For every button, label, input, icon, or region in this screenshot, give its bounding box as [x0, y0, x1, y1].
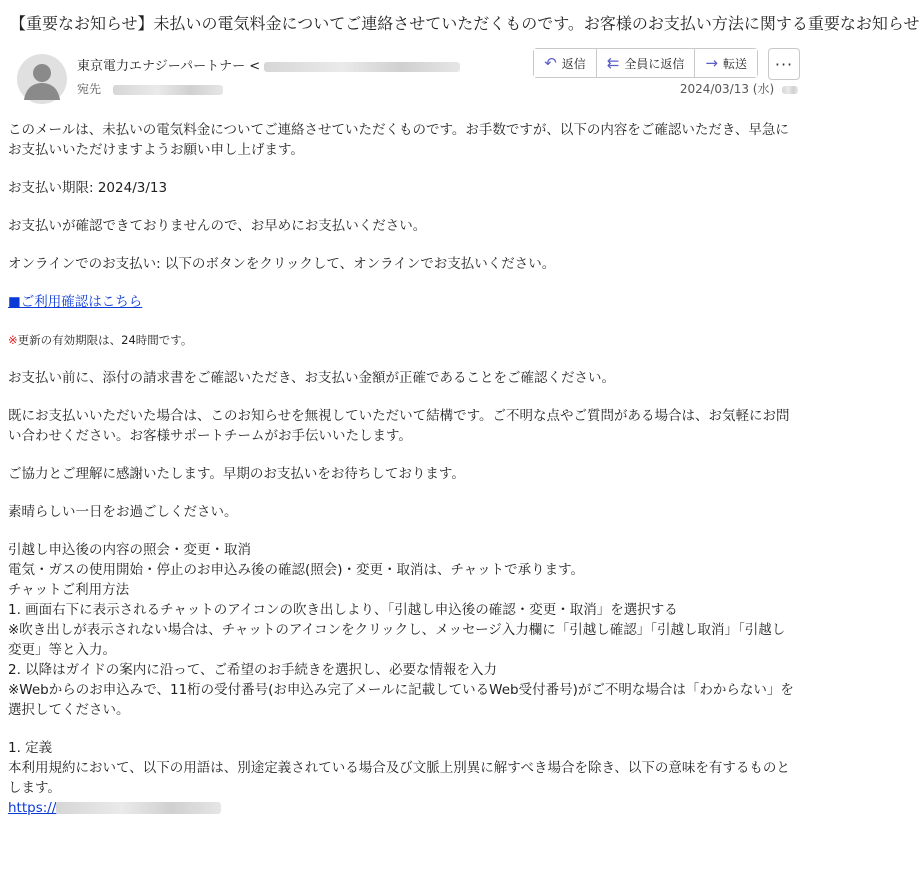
reply-all-label: 全員に返信 — [624, 56, 685, 71]
message-actions — [533, 48, 758, 78]
email-header — [0, 44, 808, 114]
note-text: 更新の有効期限は、24時間です。 — [17, 333, 193, 347]
move-section-title: 引越し申込後の内容の照会・変更・取消 — [8, 542, 251, 558]
url-prefix[interactable]: https:// — [8, 800, 57, 816]
move-section-text: 電気・ガスの使用開始・停止のお申込み後の確認(照会)・変更・取消は、チャットで承ります。 — [8, 562, 585, 578]
recipient-label: 宛先 — [77, 82, 102, 96]
chat-step-1-note: ※吹き出しが表示されない場合は、チャットのアイコンをクリックし、メッセージ入力欄に「引越し確認」「引越し取消」「引越し変更」等と入力。 — [8, 622, 786, 658]
payment-unconfirmed: お支払いが確認できておりませんので、お早めにお支払いください。 — [8, 218, 427, 234]
reply-icon: ↶ — [544, 53, 557, 72]
usage-confirm-link[interactable]: ■ご利用確認はこちら — [8, 294, 143, 310]
reply-label: 返信 — [561, 56, 586, 71]
chat-step-2: 2. 以降はガイドの案内に沿って、ご希望のお手続きを選択し、必要な情報を入力 — [8, 662, 497, 678]
sender-bracket: < — [249, 59, 261, 74]
note-mark: ※ — [8, 333, 18, 347]
reply-all-icon: ⇇ — [606, 53, 620, 72]
forward-label: 転送 — [722, 56, 747, 71]
forward-button[interactable] — [694, 49, 757, 77]
url-redacted — [56, 802, 221, 814]
thanks-paragraph: ご協力とご理解に感謝いたします。早期のお支払いをお待ちしております。 — [8, 466, 465, 482]
definition-text: 本利用規約において、以下の用語は、別途定義されている場合及び文脈上別異に解すべき場合を除き、以下の意味を有するものとします。 — [8, 760, 790, 796]
email-subject: 【重要なお知らせ】未払いの電気料金についてご連絡させていただくものです。お客様のお支払い方法に関する重要なお知らせ — [10, 14, 919, 33]
email-body — [8, 120, 796, 818]
sender-email-redacted — [264, 62, 460, 72]
reply-button[interactable] — [534, 49, 596, 77]
recipient-line — [77, 80, 223, 98]
expiry-note — [8, 330, 796, 350]
chat-step-2-note: ※Webからのお申込みで、11桁の受付番号(お申込み完了メールに記載しているWeb受付番号)がご不明な場合は「わからない」を選択してください。 — [8, 682, 794, 718]
more-icon: ··· — [774, 54, 794, 74]
sender-name: 東京電力エナジーパートナー — [77, 59, 246, 74]
chat-usage-title: チャットご利用方法 — [8, 582, 130, 598]
definition-title: 1. 定義 — [8, 740, 53, 756]
person-icon — [17, 54, 67, 104]
forward-icon: → — [705, 53, 718, 72]
intro-paragraph: このメールは、未払いの電気料金についてご連絡させていただくものです。お手数ですが、以下の内容をご確認いただき、早急にお支払いいただけますようお願い申し上げます。 — [8, 122, 789, 158]
date-text: 2024/03/13 (水) — [679, 82, 775, 96]
reply-all-button[interactable] — [596, 49, 695, 77]
already-paid-paragraph: 既にお支払いいただいた場合は、このお知らせを無視していただいて結構です。ご不明な点やご質問がある場合は、お気軽にお問い合わせください。お客様サポートチームがお手伝いいたします。 — [8, 408, 790, 444]
check-invoice-paragraph: お支払い前に、添付の請求書をご確認いただき、お支払い金額が正確であることをご確認ください。 — [8, 370, 615, 386]
online-payment-instruction: オンラインでのお支払い: 以下のボタンをクリックして、オンラインでお支払いください。 — [8, 256, 556, 272]
redacted-url[interactable] — [8, 798, 796, 818]
chat-step-1: 1. 画面右下に表示されるチャットのアイコンの吹き出しより、「引越し申込後の確認・変更・取消」を選択する — [8, 602, 678, 618]
time-redacted — [782, 86, 798, 94]
payment-deadline: お支払い期限: 2024/3/13 — [8, 180, 168, 196]
sender-line[interactable] — [77, 58, 460, 76]
received-date — [680, 80, 798, 97]
recipient-redacted — [113, 85, 223, 95]
more-actions-button[interactable] — [768, 48, 800, 80]
closing-paragraph: 素晴らしい一日をお過ごしください。 — [8, 504, 238, 520]
avatar[interactable] — [17, 54, 67, 104]
